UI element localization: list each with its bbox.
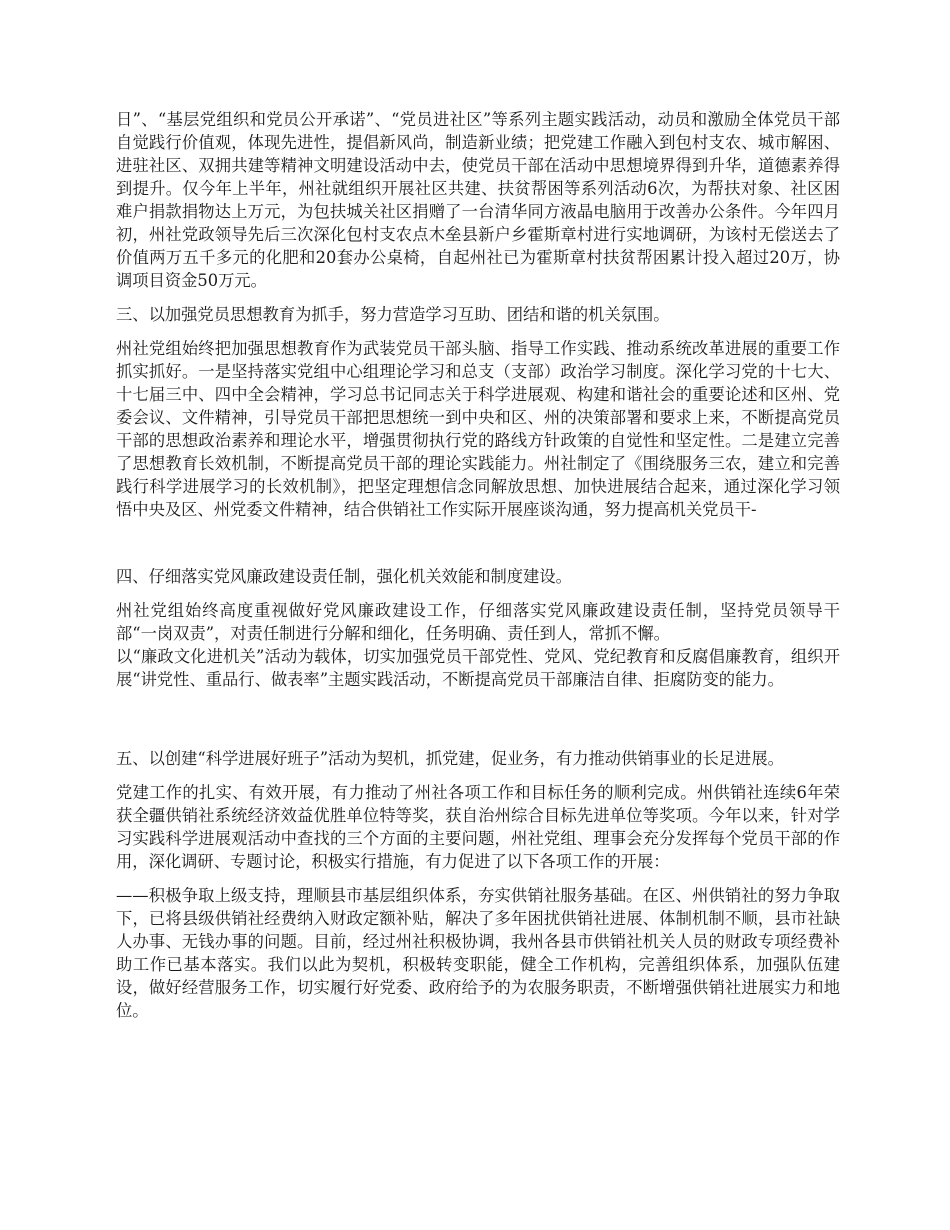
paragraph-support: ——积极争取上级支持，理顺县市基层组织体系，夯实供销社服务基础。在区、州供销社的努力争取下，已将县级供销社经费纳入财政定额补贴，解决了多年困扰供销社进展、体制机制不顺，县市社缺人办事、无钱办事的问题。目前，经过州社积极协调，我州各县市供销社机关人员的财政专项经费补助工作已基本落实。我们以此为契机，积极转变职能，健全工作机构，完善组织体系，加强队伍建设，做好经营服务工作，切实履行好党委、政府给予的为农服务职责，不断增强供销社进展实力和地位。 — [116, 886, 840, 1020]
paragraph-integrity-1: 州社党组始终高度重视做好党风廉政建设工作，仔细落实党风廉政建设责任制，坚持党员领导干部“一岗双责”，对责任制进行分解和细化，任务明确、责任到人，常抓不懈。 — [116, 601, 840, 643]
paragraph-education: 州社党组始终把加强思想教育作为武装党员干部头脑、指导工作实践、推动系统改革进展的重要工作抓实抓好。一是坚持落实党组中心组理论学习和总支（支部）政治学习制度。深化学习党的十七大、十七届三中、四中全会精神，学习总书记同志关于科学进展观、构建和谐社会的重要论述和区州、党委会议、文件精神，引导党员干部把思想统一到中央和区、州的决策部署和要求上来，不断提高党员干部的思想政治素养和理论水平，增强贯彻执行党的路线方针政策的自觉性和坚定性。二是建立完善了思想教育长效机制，不断提高党员干部的理论实践能力。州社制定了《围绕服务三农，建立和完善践行科学进展学习的长效机制》，把坚定理想信念同解放思想、加快进展结合起来，通过深化学习领悟中央及区、州党委文件精神，结合供销社工作实际开展座谈沟通，努力提高机关党员干- — [116, 339, 840, 519]
paragraph-party-building: 党建工作的扎实、有效开展，有力推动了州社各项工作和目标任务的顺利完成。州供销社连续6年荣获全疆供销社系统经济效益优胜单位特等奖，获自治州综合目标先进单位等奖项。今年以来，针对学习实践科学进展观活动中查找的三个方面的主要问题，州社党组、理事会充分发挥每个党员干部的作用，深化调研、专题讨论，积极实行措施，有力促进了以下各项工作的开展： — [116, 783, 840, 871]
document-page — [116, 108, 840, 1033]
section-heading-4: 四、仔细落实党风廉政建设责任制，强化机关效能和制度建设。 — [116, 567, 572, 586]
section-heading-3: 三、以加强党员思想教育为抓手，努力营造学习互助、团结和谐的机关氛围。 — [116, 305, 670, 324]
paragraph-integrity-2: 以“廉政文化进机关”活动为载体，切实加强党员干部党性、党风、党纪教育和反腐倡廉教育，组织开展“讲党性、重品行、做表率”主题实践活动，不断提高党员干部廉洁自律、拒腐防变的能力。 — [116, 647, 840, 689]
section-heading-5: 五、以创建“科学进展好班子”活动为契机，抓党建，促业务，有力推动供销事业的长足进展。 — [116, 749, 784, 768]
paragraph-activities: 日”、“基层党组织和党员公开承诺”、“党员进社区”等系列主题实践活动，动员和激励全体党员干部自觉践行价值观，体现先进性，提倡新风尚，制造新业绩；把党建工作融入到包村支农、城市解困、进驻社区、双拥共建等精神文明建设活动中去，使党员干部在活动中思想境界得到升华，道德素养得到提升。仅今年上半年，州社就组织开展社区共建、扶贫帮困等系列活动6次，为帮扶对象、社区困难户捐款捐物达上万元，为包扶城关社区捐赠了一台清华同方液晶电脑用于改善办公条件。今年四月初，州社党政领导先后三次深化包村支农点木垒县新户乡霍斯章村进行实地调研，为该村无偿送去了价值两万五千多元的化肥和20套办公桌椅，自起州社已为霍斯章村扶贫帮困累计投入超过20万，协调项目资金50万元。 — [116, 110, 840, 290]
